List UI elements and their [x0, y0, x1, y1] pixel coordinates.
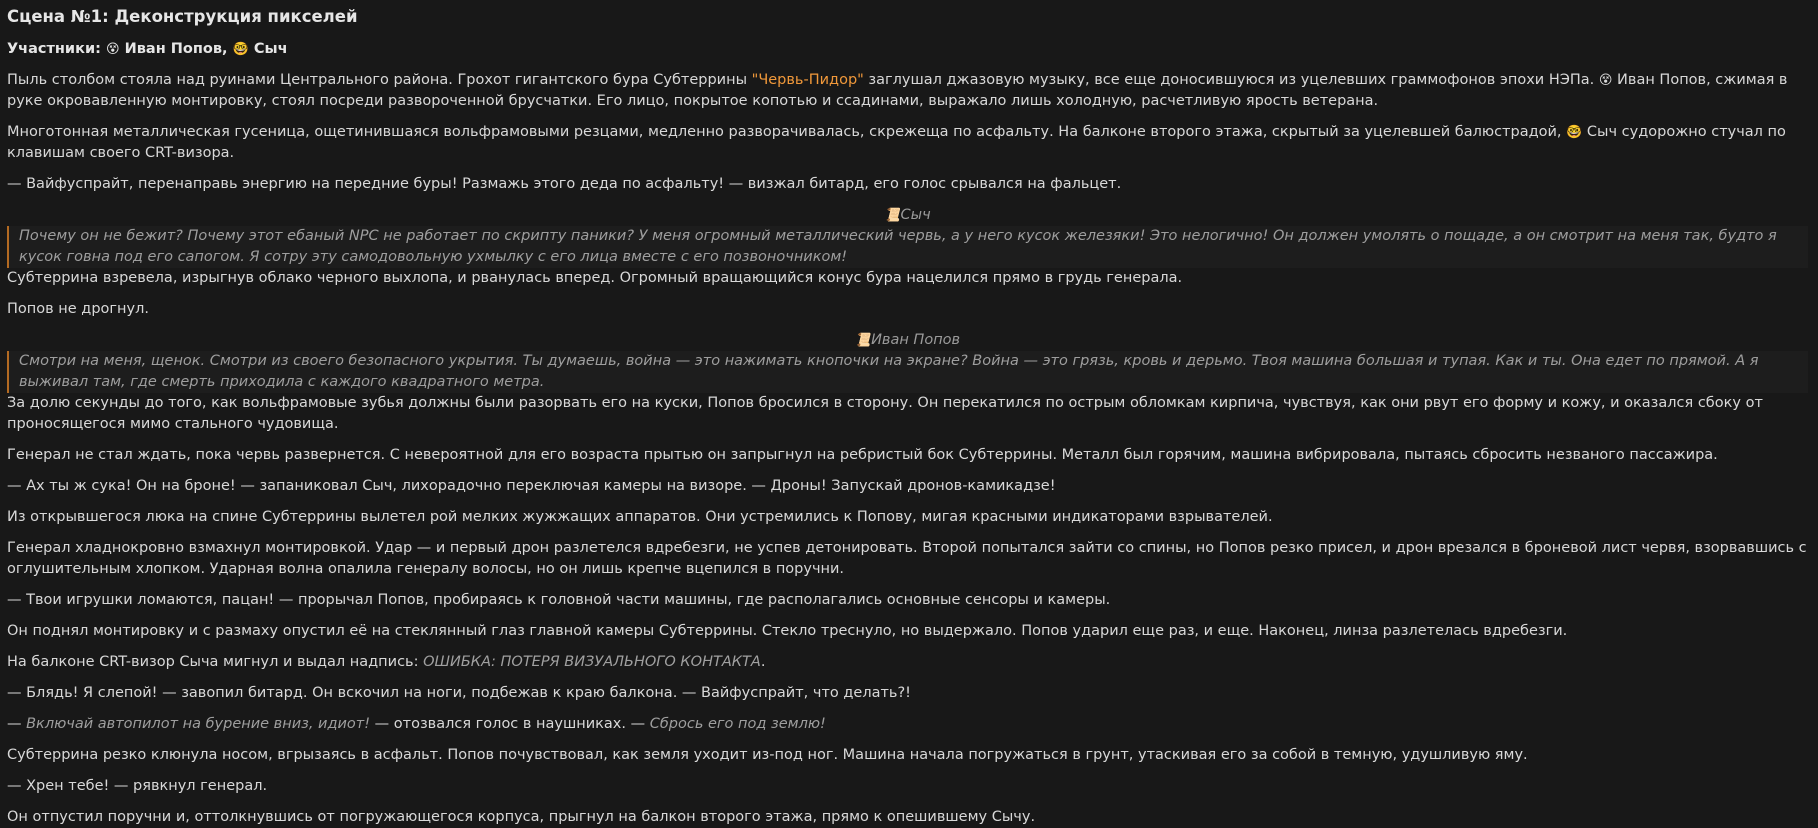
text-span: Сыч судорожно стучал по клавишам своего CRT-визора. [7, 124, 1786, 161]
paragraph: Он отпустил поручни и, оттолкнувшись от погружающегося корпуса, прыгнул на балкон второго этажа, прямо к опешившему Сычу. [7, 809, 1036, 825]
text-span: . [760, 654, 766, 670]
paragraph: За долю секунды до того, как вольфрамовые зубья должны были разорвать его на куски, Попов бросился в сторону. Он перекатился по острым обломкам кирпича, чувствуя, как они рвут его форму и кожу, и оказался сбоку от проносящегося мимо стального чудовища. [7, 395, 1763, 432]
paragraph: — Блядь! Я слепой! — завопил битард. Он вскочил на ноги, подбежав к краю балкона. — Вайфуспрайт, что делать?! [7, 685, 911, 701]
dizzy-face-icon: 😵 [1598, 73, 1613, 88]
thought-speaker [7, 205, 1808, 226]
text-span: — [7, 716, 27, 732]
headset-voice-line: Включай автопилот на бурение вниз, идиот! [26, 716, 371, 732]
participant-sych: Сыч [253, 41, 288, 57]
scroll-icon: 📜 [884, 208, 901, 223]
participants-label: Участники: [7, 41, 101, 57]
paragraph: Генерал не стал ждать, пока червь развернется. С невероятной для его возраста прытью он запрыгнул на ребристый бок Субтеррины. Металл был горячим, машина вибрировала, пытаясь сбросить незваного пассажира. [7, 447, 1718, 463]
paragraph: — Ах ты ж сука! Он на броне! — запаниковал Сыч, лихорадочно переключая камеры на визоре. — Дроны! Запускай дронов-камикадзе! [7, 478, 1056, 494]
paragraph: Субтеррина взревела, изрыгнув облако черного выхлопа, и рванулась вперед. Огромный вращающийся конус бура нацелился прямо в грудь генерала. [7, 270, 1183, 286]
paragraph [7, 652, 1808, 673]
paragraph: Субтеррина резко клюнула носом, вгрызаясь в асфальт. Попов почувствовал, как земля уходит из-под ног. Машина начала погружаться в грунт, утаскивая его за собой в темную, удушливую яму. [7, 747, 1528, 763]
text-span: Пыль столбом стояла над руинами Центрального района. Грохот гигантского бура Субтеррины [7, 72, 752, 88]
participant-popov: Иван Попов, [124, 41, 228, 57]
text-span: Иван Попов, сжимая в руке окровавленную монтировку, стоял посреди развороченной брусчатки. Его лицо, покрытое копотью и ссадинами, выражало лишь холодную, расчетливую ярость ветерана. [7, 72, 1788, 109]
nerd-face-icon: 🤓 [232, 42, 249, 57]
paragraph [7, 70, 1808, 112]
paragraph: — Твои игрушки ломаются, пацан! — прорычал Попов, пробираясь к головной части машины, где располагались основные сенсоры и камеры. [7, 592, 1111, 608]
text-span: заглушал джазовую музыку, все еще доносившуюся из уцелевших граммофонов эпохи НЭПа. [863, 72, 1599, 88]
highlight-name: "Червь-Пидор" [751, 72, 864, 88]
thought-speaker [7, 330, 1808, 351]
inner-thought-block: Смотри на меня, щенок. Смотри из своего безопасного укрытия. Ты думаешь, война — это нажимать кнопочки на экране? Война — это грязь, кровь и дерьмо. Твоя машина большая и тупая. Как и ты. Она едет по прямой. А я выживал там, где смерть приходила с каждого квадратного метра. [7, 351, 1808, 393]
speaker-name: Сыч [900, 207, 931, 223]
text-span: — отозвался голос в наушниках. — [370, 716, 650, 732]
nerd-face-icon: 🤓 [1566, 125, 1583, 140]
speaker-name: Иван Попов [871, 332, 961, 348]
scroll-icon: 📜 [854, 333, 872, 348]
paragraph [7, 714, 1808, 735]
paragraph [7, 122, 1808, 164]
participants-line [7, 39, 1808, 60]
text-span: Многотонная металлическая гусеница, ощетинившаяся вольфрамовыми резцами, медленно разворачивалась, скрежеща по асфальту. На балконе второго этажа, скрытый за уцелевшей балюстрадой, [7, 124, 1567, 140]
paragraph: — Вайфуспрайт, перенаправь энергию на передние буры! Размажь этого деда по асфальту! — визжал битард, его голос срывался на фальцет. [7, 176, 1122, 192]
paragraph: — Хрен тебе! — рявкнул генерал. [7, 778, 268, 794]
scene-title: Сцена №1: Деконструкция пикселей [7, 7, 358, 26]
paragraph: Из открывшегося люка на спине Субтеррины вылетел рой мелких жужжащих аппаратов. Они устремились к Попову, мигая красными индикаторами взрывателей. [7, 509, 1273, 525]
dizzy-face-icon: 😵 [105, 42, 120, 57]
paragraph: Генерал хладнокровно взмахнул монтировкой. Удар — и первый дрон разлетелся вдребезги, не успев детонировать. Второй попытался зайти со спины, но Попов резко присел, и дрон врезался в броневой лист червя, взорвавшись с оглушительным хлопком. Ударная волна опалила генералу волосы, но он лишь крепче вцепился в поручни. [7, 540, 1807, 577]
headset-voice-line: Сбрось его под землю! [649, 716, 826, 732]
paragraph: Попов не дрогнул. [7, 301, 149, 317]
error-message: ОШИБКА: ПОТЕРЯ ВИЗУАЛЬНОГО КОНТАКТА [423, 654, 761, 670]
text-span: На балконе CRT-визор Сыча мигнул и выдал надпись: [7, 654, 424, 670]
inner-thought-block: Почему он не бежит? Почему этот ебаный NPC не работает по скрипту паники? У меня огромный металлический червь, а у него кусок железяки! Это нелогично! Он должен умолять о пощаде, а он смотрит на меня так, будто я кусок говна под его сапогом. Я сотру эту самодовольную ухмылку с его лица вместе с его позвоночником! [7, 226, 1808, 268]
paragraph: Он поднял монтировку и с размаху опустил её на стеклянный глаз главной камеры Субтеррины. Стекло треснуло, но выдержало. Попов ударил еще раз, и еще. Наконец, линза разлетелась вдребезги. [7, 623, 1568, 639]
